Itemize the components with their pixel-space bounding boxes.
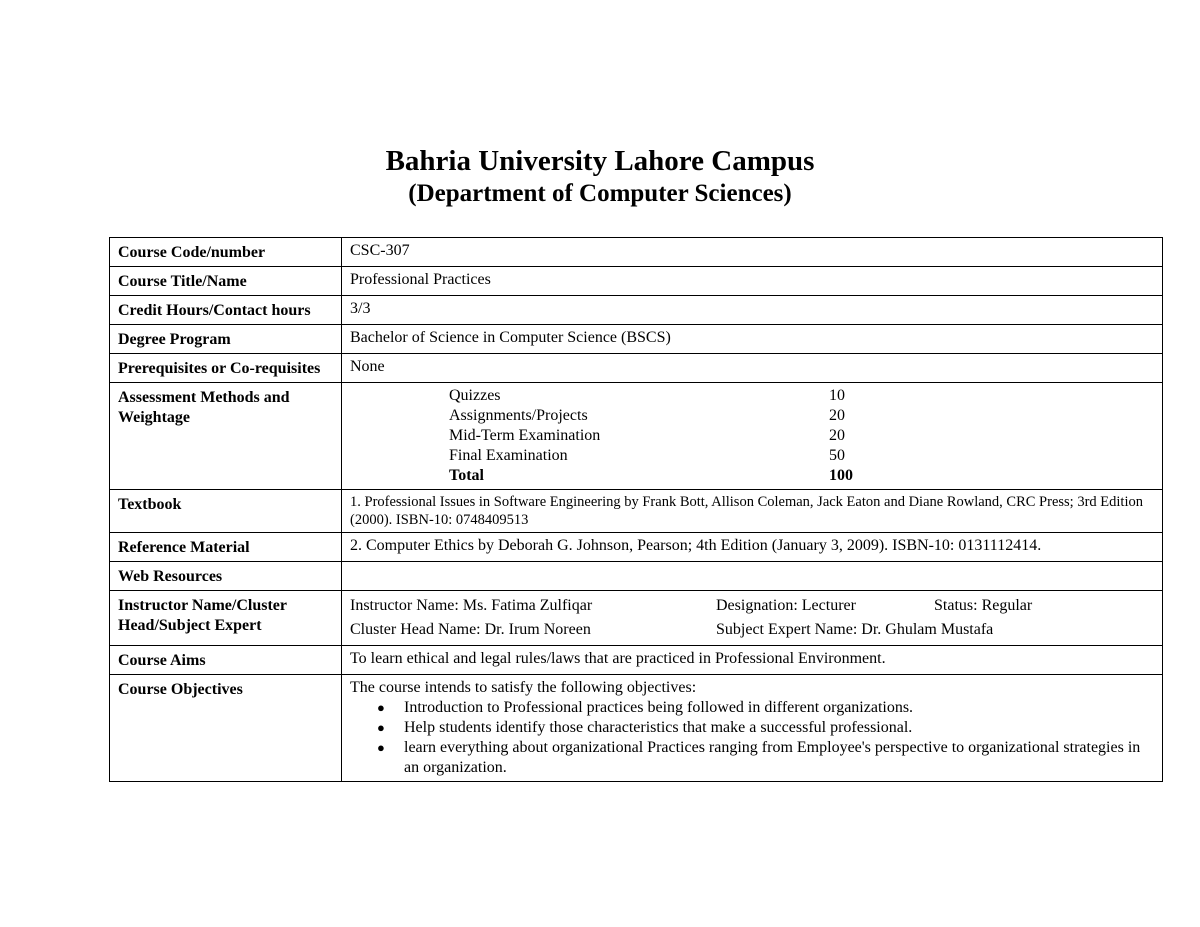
list-item: ● learn everything about organizational Practices ranging from Employee's perspective to organizational strategies in an organization. <box>404 738 1155 778</box>
degree-program-value: Bachelor of Science in Computer Science (BSCS) <box>342 325 1163 354</box>
course-aims-value: To learn ethical and legal rules/laws that are practiced in Professional Environment. <box>342 646 1163 675</box>
web-resources-value <box>342 562 1163 591</box>
course-outline-table <box>109 237 1163 782</box>
assessment-weight: 20 <box>829 407 845 424</box>
table-row <box>110 354 1163 383</box>
prerequisites-value: None <box>342 354 1163 383</box>
assessment-name: Assignments/Projects <box>449 407 588 424</box>
table-row <box>110 591 1163 646</box>
objectives-intro: The course intends to satisfy the following objectives: <box>350 679 697 696</box>
status: Status: Regular <box>934 597 1033 614</box>
assessment-total-value: 100 <box>829 467 853 484</box>
degree-program-label: Degree Program <box>110 325 342 354</box>
cluster-head-name: Cluster Head Name: Dr. Irum Noreen <box>350 621 591 638</box>
document-header <box>0 143 1200 209</box>
assessment-item <box>449 446 1009 466</box>
course-objectives-value <box>342 675 1163 782</box>
list-item: ● Introduction to Professional practices being followed in different organizations. <box>404 698 1155 718</box>
assessment-weight: 20 <box>829 427 845 444</box>
course-objectives-label: Course Objectives <box>110 675 342 782</box>
instructor-label: Instructor Name/Cluster Head/Subject Expert <box>110 591 342 646</box>
course-code-value: CSC-307 <box>342 238 1163 267</box>
reference-value: 2. Computer Ethics by Deborah G. Johnson, Pearson; 4th Edition (January 3, 2009). ISBN-10: 0131112414. <box>342 533 1163 562</box>
web-resources-label: Web Resources <box>110 562 342 591</box>
course-title-label: Course Title/Name <box>110 267 342 296</box>
assessment-item <box>449 386 1009 406</box>
reference-label: Reference Material <box>110 533 342 562</box>
course-code-label: Course Code/number <box>110 238 342 267</box>
assessment-value <box>342 383 1163 490</box>
assessment-total <box>449 466 1009 486</box>
assessment-item <box>449 406 1009 426</box>
course-aims-label: Course Aims <box>110 646 342 675</box>
assessment-name: Quizzes <box>449 387 501 404</box>
list-item: ● Help students identify those characteristics that make a successful professional. <box>404 718 1155 738</box>
prerequisites-label: Prerequisites or Co-requisites <box>110 354 342 383</box>
assessment-name: Final Examination <box>449 447 568 464</box>
designation: Designation: Lecturer <box>716 597 856 614</box>
table-row <box>110 675 1163 782</box>
table-row <box>110 562 1163 591</box>
table-row <box>110 267 1163 296</box>
table-row <box>110 238 1163 267</box>
assessment-item <box>449 426 1009 446</box>
course-title-value: Professional Practices <box>342 267 1163 296</box>
table-row <box>110 646 1163 675</box>
assessment-weight: 10 <box>829 387 845 404</box>
assessment-label: Assessment Methods and Weightage <box>110 383 342 490</box>
table-row <box>110 533 1163 562</box>
textbook-value: 1. Professional Issues in Software Engineering by Frank Bott, Allison Coleman, Jack Eaton and Diane Rowland, CRC Press; 3rd Edition (2000). ISBN-10: 0748409513 <box>342 490 1163 533</box>
table-row <box>110 490 1163 533</box>
table-row <box>110 383 1163 490</box>
objectives-list <box>350 698 1155 778</box>
textbook-label: Textbook <box>110 490 342 533</box>
cluster-line <box>350 618 1155 642</box>
instructor-value <box>342 591 1163 646</box>
credit-hours-value: 3/3 <box>342 296 1163 325</box>
instructor-line <box>350 594 1155 618</box>
instructor-name: Instructor Name: Ms. Fatima Zulfiqar <box>350 597 593 614</box>
assessment-name: Mid-Term Examination <box>449 427 601 444</box>
subject-expert-name: Subject Expert Name: Dr. Ghulam Mustafa <box>716 621 994 638</box>
assessment-weight: 50 <box>829 447 845 464</box>
assessment-total-label: Total <box>449 467 484 484</box>
university-title: Bahria University Lahore Campus <box>385 145 815 177</box>
credit-hours-label: Credit Hours/Contact hours <box>110 296 342 325</box>
table-row <box>110 296 1163 325</box>
department-subtitle: (Department of Computer Sciences) <box>408 180 792 207</box>
assessment-list <box>449 386 1009 486</box>
table-row <box>110 325 1163 354</box>
